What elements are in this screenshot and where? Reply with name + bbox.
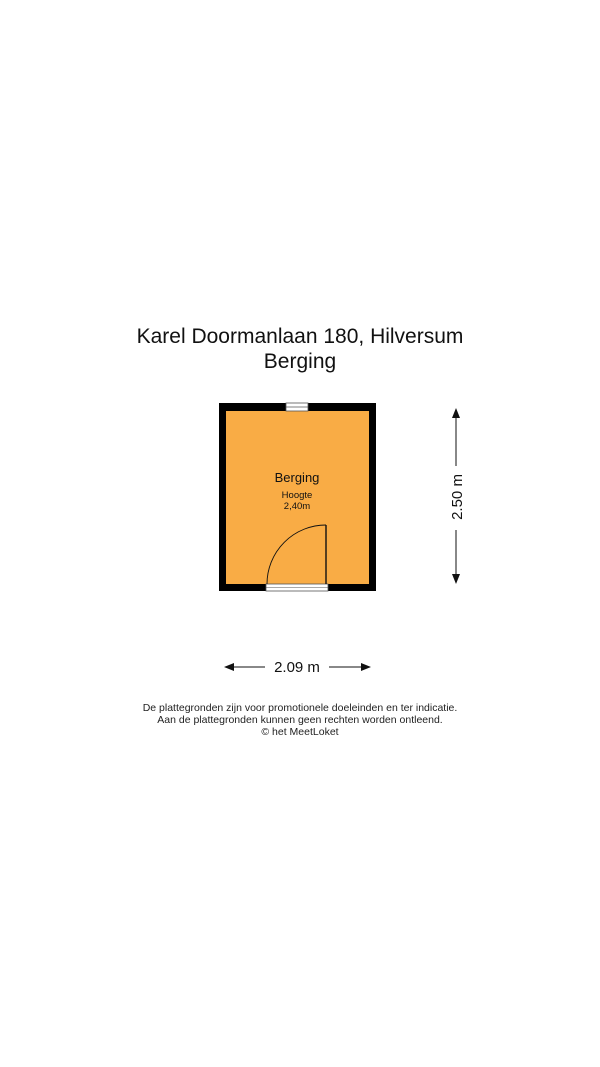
disclaimer-line-2: Aan de plattegronden kunnen geen rechten worden ontleend.	[157, 714, 443, 726]
width-dimension	[224, 659, 371, 676]
arrow-down-icon	[452, 574, 460, 584]
depth-label: 2.50 m	[449, 474, 466, 520]
arrow-up-icon	[452, 408, 460, 418]
depth-dimension	[449, 408, 466, 584]
room-height-value: 2,40m	[283, 501, 311, 512]
arrow-left-icon	[224, 663, 234, 671]
arrow-right-icon	[361, 663, 371, 671]
width-label: 2.09 m	[274, 659, 320, 676]
room-height-label: Hoogte	[281, 490, 313, 501]
room-name: Berging	[274, 470, 320, 485]
address-title: Karel Doormanlaan 180, Hilversum	[136, 325, 464, 348]
floor-title: Berging	[263, 350, 337, 373]
disclaimer-line-1: De plattegronden zijn voor promotionele doeleinden en ter indicatie.	[142, 702, 458, 714]
window	[286, 403, 308, 411]
disclaimer-copyright: © het MeetLoket	[261, 726, 339, 738]
